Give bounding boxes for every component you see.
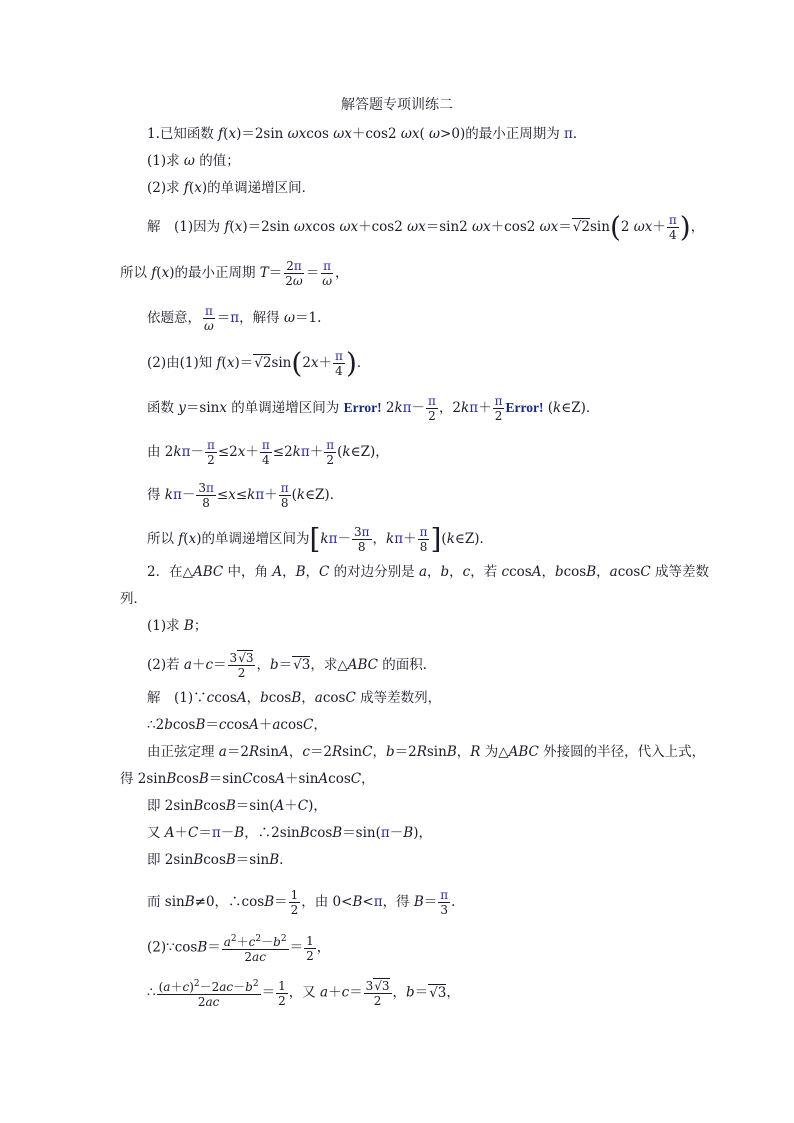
solution-1-line-2: 所以 f(x)的最小正周期 T＝ $\frac{2\pi}{2\omega}$ ＝ $\frac{\pi}{\omega}$ ， xyxy=(120,259,349,288)
solution-2-line-2: ∴2bcosB＝ccosA＋acosC， xyxy=(147,717,327,733)
page-title: 解答题专项训练二 xyxy=(341,97,453,113)
solution-1-line-7: 得 kπ－ $\frac{3\pi}{8}$ ≤x≤kπ＋ $\frac{\pi}{8}$ (k∈Z)． xyxy=(147,481,344,510)
solution-2-line-4: 得 2sinBcosB＝sinCcosA＋sinAcosC， xyxy=(120,771,375,787)
solution-2-line-6: 又 A＋C＝π－B，∴2sinBcosB＝sin(π－B)， xyxy=(147,825,432,841)
solution-2-line-8: 而 sinB≠0，∴cosB＝ $\frac{1}{2}$ ，由 0<B<π，得 B＝ $\frac{\pi}{3}$ . xyxy=(147,888,456,917)
problem-1-part-2: (2)求 f(x)的单调递增区间． xyxy=(147,180,316,196)
problem-1-part-1: (1)求 ω 的值； xyxy=(147,153,240,169)
problem-2-statement-2: 列． xyxy=(120,591,147,607)
problem-2-part-2: (2)若 a＋c＝ $\frac{3√3}{2}$ ，b＝√3，求△ABC 的面积． xyxy=(147,651,437,680)
solution-1-line-6: 由 2kπ－ $\frac{\pi}{2}$ ≤2x＋ $\frac{\pi}{4}$ ≤2kπ＋ $\frac{\pi}{2}$ (k∈Z)， xyxy=(147,438,389,467)
problem-2-part-1: (1)求 B； xyxy=(147,618,208,634)
solution-1-line-8: 所以 f(x)的单调递增区间为[kπ－ $\frac{3\pi}{8}$ ，kπ＋ $\frac{\pi}{8}$ ](k∈Z)． xyxy=(147,522,494,556)
solution-2-line-3: 由正弦定理 a＝2RsinA，c＝2RsinC，b＝2RsinB，R 为△ABC 外接圆的半径，代入上式， xyxy=(147,744,706,760)
problem-1-statement: 1.已知函数 f(x)＝2sin ωxcos ωx＋cos2 ωx( ω>0)的最小正周期为 π． xyxy=(147,126,587,142)
solution-2-line-7: 即 2sinBcosB＝sinB. xyxy=(147,852,284,868)
problem-2-statement-1: 2．在△ABC 中，角 A，B，C 的对边分别是 a，b，c，若 ccosA，bcosB，acosC 成等差数 xyxy=(147,564,709,580)
solution-2-line-10: ∴ $\frac{(a+c)^2-2ac-b^2}{2ac}$ ＝ $\frac{1}{2}$ ，又 a＋c＝ $\frac{3√3}{2}$ ，b＝√3， xyxy=(147,978,460,1009)
solution-1-line-1: 解 (1)因为 f(x)＝2sin ωxcos ωx＋cos2 ωx＝sin2 ωx＋cos2 ωx＝√2sin(2 ωx＋ $\frac{\pi}{4}$ )， xyxy=(147,210,705,244)
solution-2-line-5: 即 2sinBcosB＝sin(A＋C)， xyxy=(147,798,327,814)
solution-1-line-4: (2)由(1)知 f(x)＝√2sin(2x＋ $\frac{\pi}{4}$ )． xyxy=(147,346,371,380)
solution-2-line-1: 解 (1)∵ccosA，bcosB，acosC 成等差数列， xyxy=(147,690,442,706)
solution-2-line-9: (2)∵cosB＝ $\frac{a^2+c^2-b^2}{2ac}$ ＝ $\frac{1}{2}$ ， xyxy=(147,933,331,964)
solution-1-line-5: 函数 y＝sinx 的单调递增区间为 Error! 2kπ－ $\frac{\pi}{2}$ ，2kπ＋ $\frac{\pi}{2}$ Error! (k∈Z)． xyxy=(147,394,600,423)
solution-1-line-3: 依题意， $\frac{\pi}{\omega}$ ＝π，解得 ω＝1. xyxy=(147,304,322,333)
